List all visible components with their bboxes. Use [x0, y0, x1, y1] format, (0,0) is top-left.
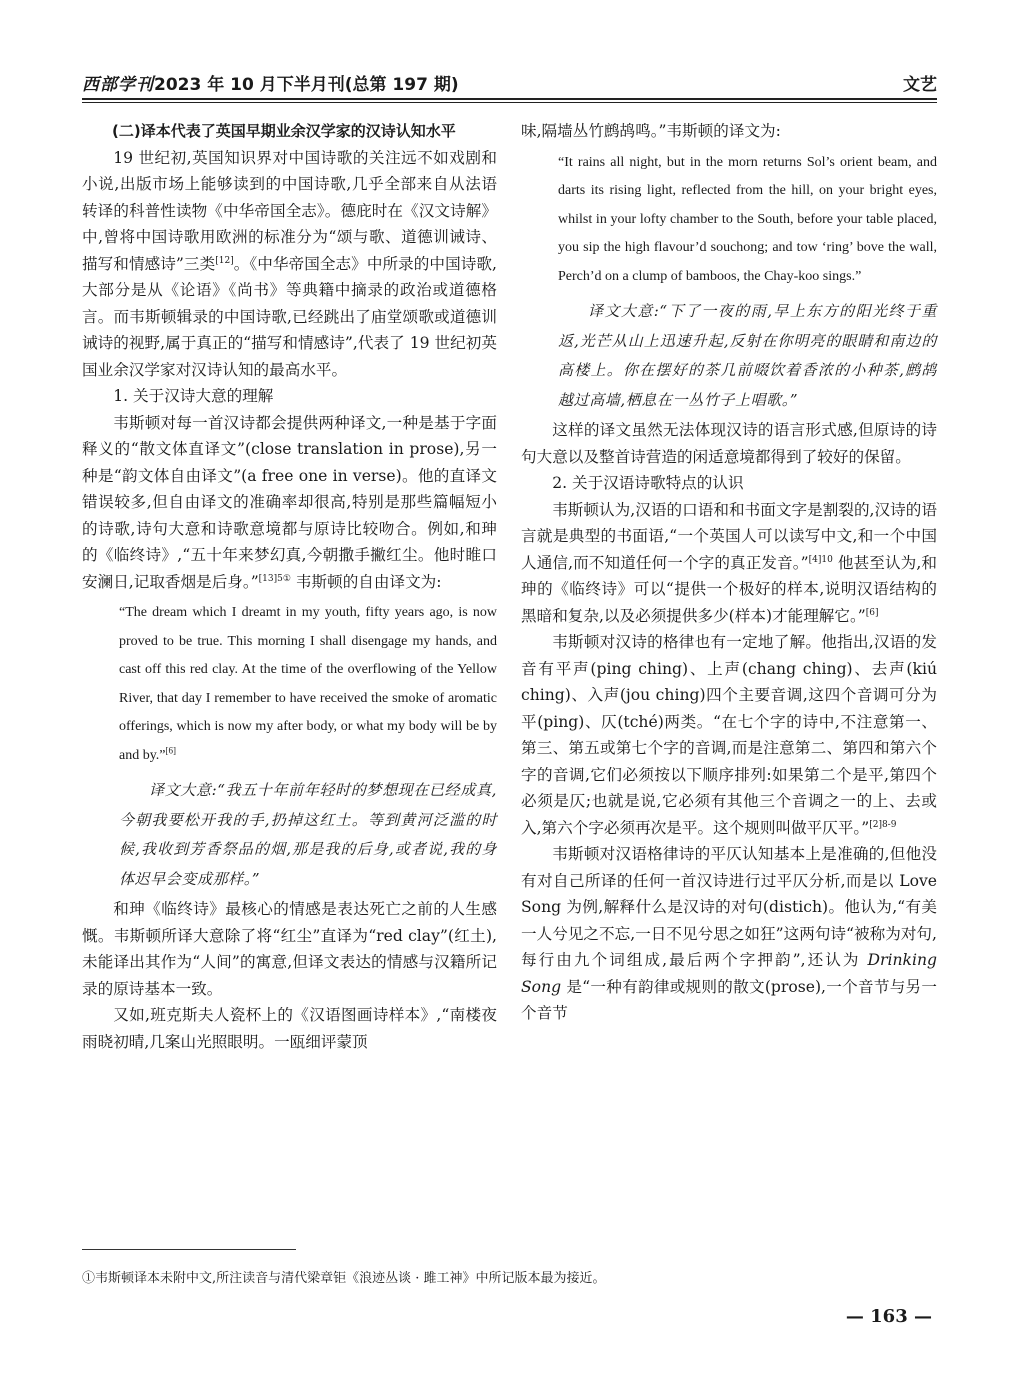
citation: [6]	[165, 744, 177, 755]
page-number: — 163 —	[845, 1306, 932, 1327]
paragraph: 19 世纪初,英国知识界对中国诗歌的关注远不如戏剧和小说,出版市场上能够读到的中国诗歌,几乎全部来自从法语转译的科普性读物《中华帝国全志》。德庇时在《汉文诗解》中,曾将中国诗歌用欧洲的标准分为“颂与歌、道德训诫诗、描写和情感诗”三类[12]。《中华帝国全志》中所录的中国诗歌,大部分是从《论语》《尚书》等典籍中摘录的政治或道德格言。而韦斯顿辑录的中国诗歌,已经跳出了庙堂颂歌或道德训诫诗的视野,属于真正的“描写和情感诗”,代表了 19 世纪初英国业余汉学家对汉诗认知的最高水平。	[82, 148, 497, 379]
paragraph: 韦斯顿对每一首汉诗都会提供两种译文,一种是基于字面释义的“散文体直译文”(close translation in prose),另一种是“韵文体自由译文”(a free one in verse)。他的直译文错误较多,但自由译文的准确率却很高,特别是那些篇幅短小的诗歌,诗句大意和诗歌意境都与原诗比较吻合。例如,和珅的《临终诗》,“五十年来梦幻真,今朝撒手撇红尘。他时睢口安澜日,记取香烟是后身。”$^{[13]5①}$ 韦斯顿的自由译文为:	[82, 413, 497, 591]
subheading: 2. 关于汉语诗歌特点的认识	[552, 474, 744, 492]
section-label: 文艺	[903, 75, 937, 95]
paragraph: 韦斯顿认为,汉语的口语和和书面文字是割裂的,汉诗的语言就是典型的书面语,“一个英国人可以读写中文,和一个中国人通信,而不知道任何一个字的真正发音。”$^{[4]10}$ 他甚至认为,和珅的《临终诗》可以“提供一个极好的样本,说明汉语结构的黑暗和复杂,以及必须提供多少(样本)才能理解它。”[6]	[521, 500, 937, 625]
citation: [12]	[215, 255, 234, 266]
paragraph: 和珅《临终诗》最核心的情感是表达死亡之前的人生感慨。韦斯顿所译大意除了将“红尘”直译为“red clay”(红土),未能译出其作为“人间”的寓意,但译文表达的情感与汉籍所记录的原诗基本一致。	[82, 900, 497, 998]
header-rule-thin	[82, 102, 937, 103]
journal-logo: 西部学刊	[82, 75, 154, 95]
translation-gist: 译文大意:“下了一夜的雨,早上东方的阳光终于重返,光芒从山上迅速升起,反射在你明亮的眼睛和南边的高楼上。你在摆好的茶几前啜饮着香浓的小种茶,鹧鸪越过高墙,栖息在一丛竹子上唱歌。”	[558, 302, 937, 409]
citation: [2]8-9	[869, 819, 897, 830]
issue-info: 2023 年 10 月下半月刊(总第 197 期)	[154, 75, 459, 95]
paragraph: 又如,班克斯夫人瓷杯上的《汉语图画诗样本》,“南楼夜雨晓初晴,几案山光照眼明。一瓯细评蒙顶	[82, 1006, 497, 1051]
paragraph: 这样的译文虽然无法体现汉诗的语言形式感,但原诗的诗句大意以及整首诗营造的闲适意境都得到了较好的保留。	[521, 421, 937, 466]
subheading: 1. 关于汉诗大意的理解	[113, 387, 274, 405]
header-rule	[82, 98, 937, 100]
footnote-rule	[82, 1249, 296, 1250]
song-title: Drinking Song	[521, 951, 937, 996]
paragraph: 韦斯顿对汉诗的格律也有一定地了解。他指出,汉语的发音有平声(ping ching)、上声(chang ching)、去声(kiú ching)、入声(jou ching)四个主要音调,这四个音调可分为平(ping)、仄(tché)两类。“在七个字的诗中,不注意第一、第三、第五或第七个字的音调,而是注意第二、第四和第六个字的音调,它们必须按以下顺序排列:如果第二个是平,第四个必须是仄;也就是说,它必须有其他三个音调之一的上、去或入,第六个字必须再次是平。这个规则叫做平仄平。”$^{[2]8-9}$	[521, 633, 937, 837]
running-header	[82, 70, 937, 96]
citation: [13]5①	[258, 573, 291, 584]
translation-gist: 译文大意:“我五十年前年轻时的梦想现在已经成真,今朝我要松开我的手,扔掉这红土。等到黄河泛滥的时候,我收到芳香祭品的烟,那是我的后身,或者说,我的身体迟早会变成那样。”	[119, 781, 497, 888]
paragraph: 韦斯顿对汉语格律诗的平仄认知基本上是准确的,但他没有对自己所译的任何一首汉诗进行过平仄分析,而是以 Love Song 为例,解释什么是汉诗的对句(distich)。他认为,“有美一人兮见之不忘,一日不见兮思之如狂”这两句诗“被称为对句,每行由九个词组成,最后两个字押韵”,还认为 Drinking Song 是“一种有韵律或规则的散文(prose),一个音节与另一个音节	[521, 845, 937, 1022]
right-column	[521, 118, 937, 1027]
paragraph-continued: 味,隔墙丛竹鹧鸪鸣。”韦斯顿的译文为:	[521, 122, 781, 140]
footnote: ①韦斯顿译本未附中文,所注读音与清代梁章钜《浪迹丛谈 · 雎工神》中所记版本最为接近。	[82, 1271, 606, 1286]
left-column	[82, 118, 497, 1055]
english-quote: “It rains all night, but in the morn returns Sol’s orient beam, and darts its rising light, reflected from the hill, on your bright eyes, whilst in your lofty chamber to the South, before your table placed, you sip the high flavour’d souchong; and tow ‘ring’ bove the wall, Perch’d on a clump of bamboos, the Chay-koo sings.”	[558, 154, 937, 284]
citation: [6]	[865, 607, 879, 618]
citation: [4]10	[808, 554, 833, 565]
journal-title	[82, 70, 459, 95]
english-quote: “The dream which I dreamt in my youth, fifty years ago, is now proved to be true. This morning I shall disengage my hands, and cast off this red clay. At the time of the overflowing of the Yellow River, that day I remember to have received the smoke of aromatic offerings, which is now my after body, or what my body will be by and by.”[6]	[119, 605, 497, 763]
section-heading: (二)译本代表了英国早期业余汉学家的汉诗认知水平	[112, 122, 456, 140]
